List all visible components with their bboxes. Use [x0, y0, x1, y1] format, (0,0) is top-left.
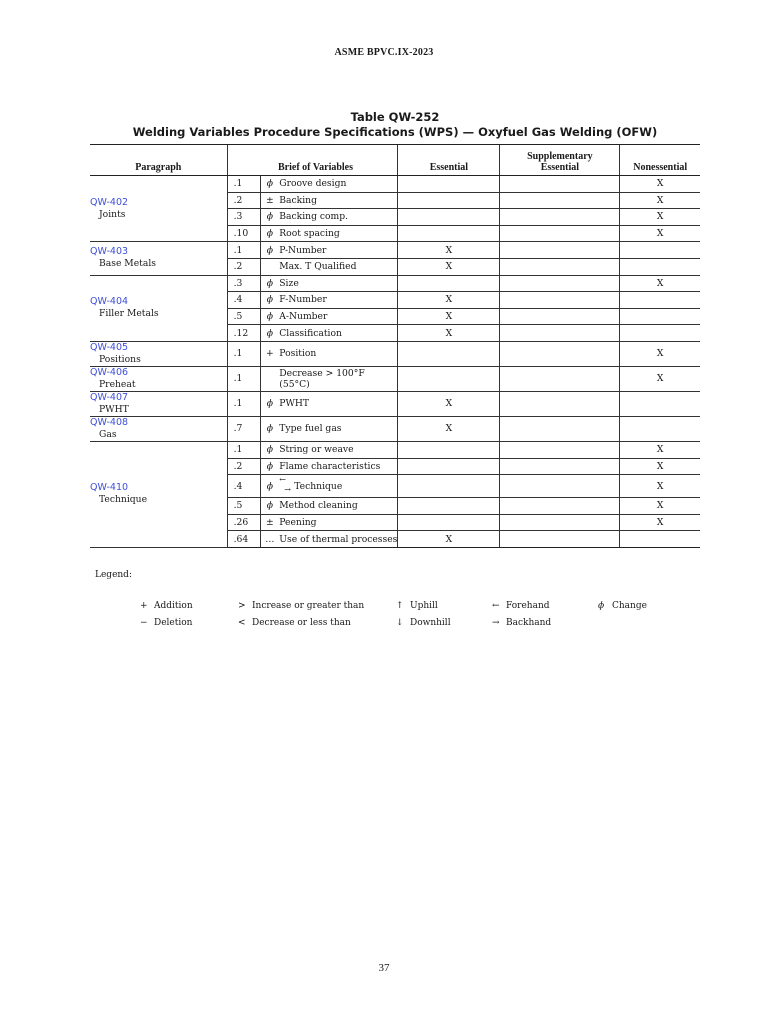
- variable-brief: Flame characteristics: [278, 458, 398, 475]
- supplementary-mark: [500, 341, 620, 366]
- supplementary-mark: [500, 292, 620, 309]
- legend-symbol: ↓: [396, 618, 404, 628]
- essential-mark: [398, 275, 500, 292]
- supplementary-mark: [500, 441, 620, 458]
- supplementary-mark: [500, 325, 620, 342]
- col-header-nonessential: Nonessential: [620, 145, 700, 176]
- variable-brief: Classification: [278, 325, 398, 342]
- backhand-arrow-icon: →: [284, 485, 291, 495]
- essential-mark: [398, 514, 500, 531]
- variable-number: .1: [227, 391, 261, 416]
- variable-number: .64: [227, 531, 261, 548]
- variable-brief-text: Technique: [294, 480, 343, 492]
- nonessential-mark: [620, 242, 700, 259]
- essential-mark: [398, 192, 500, 209]
- variable-brief: String or weave: [278, 441, 398, 458]
- col-header-essential: Essential: [398, 145, 500, 176]
- variable-brief: A-Number: [278, 308, 398, 325]
- variable-number: .2: [227, 192, 261, 209]
- table-row: [90, 176, 700, 193]
- variable-symbol: [261, 366, 278, 391]
- essential-mark: [398, 441, 500, 458]
- table-row: [90, 366, 700, 391]
- legend-text: Uphill: [410, 601, 438, 611]
- variable-symbol: …: [261, 531, 278, 548]
- paragraph-cell: [90, 441, 227, 547]
- variable-brief: PWHT: [278, 391, 398, 416]
- col-header-supplementary-line2: Essential: [540, 162, 580, 173]
- essential-mark: X: [398, 308, 500, 325]
- nonessential-mark: X: [620, 475, 700, 498]
- paragraph-cell: [90, 341, 227, 366]
- variable-number: .5: [227, 308, 261, 325]
- table-number: Table QW-252: [350, 110, 440, 124]
- variable-symbol: ϕ: [261, 308, 278, 325]
- essential-mark: [398, 176, 500, 193]
- supplementary-mark: [500, 275, 620, 292]
- legend-symbol: <: [238, 618, 246, 628]
- paragraph-cell: [90, 366, 227, 391]
- paragraph-name: Technique: [99, 494, 148, 506]
- legend-item: [396, 601, 438, 611]
- variable-brief: Max. T Qualified: [278, 258, 398, 275]
- legend-text: Deletion: [154, 618, 193, 628]
- nonessential-mark: [620, 308, 700, 325]
- legend-item: [140, 601, 193, 611]
- legend-item: [598, 601, 647, 611]
- nonessential-mark: [620, 258, 700, 275]
- paragraph-cell: [90, 416, 227, 441]
- legend-symbol: >: [238, 601, 246, 611]
- essential-mark: X: [398, 242, 500, 259]
- essential-mark: X: [398, 258, 500, 275]
- nonessential-mark: [620, 531, 700, 548]
- variable-symbol: ϕ: [261, 209, 278, 226]
- paragraph-link[interactable]: QW-410: [90, 482, 129, 494]
- wps-variables-table: [90, 144, 700, 548]
- legend-symbol: ←: [492, 601, 500, 611]
- variable-symbol: ϕ: [261, 325, 278, 342]
- variable-symbol: ϕ: [261, 275, 278, 292]
- nonessential-mark: X: [620, 341, 700, 366]
- legend-item: [492, 618, 551, 628]
- nonessential-mark: X: [620, 192, 700, 209]
- paragraph-link[interactable]: QW-402: [90, 196, 129, 208]
- variable-symbol: ϕ: [261, 498, 278, 515]
- supplementary-mark: [500, 225, 620, 242]
- variable-symbol: ϕ: [261, 475, 278, 498]
- legend-symbol: +: [140, 601, 148, 611]
- variable-symbol: ±: [261, 514, 278, 531]
- variable-number: .1: [227, 441, 261, 458]
- forehand-backhand-icon: [279, 475, 291, 495]
- variable-symbol: ϕ: [261, 242, 278, 259]
- variable-number: .3: [227, 275, 261, 292]
- legend-item: [238, 618, 351, 628]
- supplementary-mark: [500, 514, 620, 531]
- nonessential-mark: [620, 391, 700, 416]
- table-caption: Welding Variables Procedure Specifications (WPS) — Oxyfuel Gas Welding (OFW): [132, 125, 658, 139]
- legend-item: [140, 618, 192, 628]
- paragraph-link[interactable]: QW-404: [90, 296, 129, 308]
- table-title: [90, 110, 700, 140]
- variable-number: .2: [227, 258, 261, 275]
- nonessential-mark: X: [620, 209, 700, 226]
- paragraph-name: Gas: [99, 428, 117, 440]
- variable-brief: P-Number: [278, 242, 398, 259]
- legend-text: Forehand: [506, 601, 550, 611]
- nonessential-mark: X: [620, 498, 700, 515]
- page-header: ASME BPVC.IX-2023: [334, 47, 434, 58]
- col-header-supplementary: [500, 145, 620, 176]
- essential-mark: [398, 475, 500, 498]
- legend-text: Downhill: [410, 618, 451, 628]
- table-header-row: [90, 145, 700, 176]
- variable-brief: F-Number: [278, 292, 398, 309]
- col-header-brief: Brief of Variables: [227, 145, 398, 176]
- paragraph-cell: [90, 176, 227, 242]
- variable-symbol: ϕ: [261, 391, 278, 416]
- variable-number: .5: [227, 498, 261, 515]
- supplementary-mark: [500, 391, 620, 416]
- supplementary-mark: [500, 209, 620, 226]
- nonessential-mark: X: [620, 275, 700, 292]
- variable-symbol: ϕ: [261, 225, 278, 242]
- supplementary-mark: [500, 258, 620, 275]
- forehand-arrow-icon: ←: [279, 475, 286, 485]
- table-row: [90, 275, 700, 292]
- variable-symbol: [261, 258, 278, 275]
- col-header-supplementary-line1: Supplementary: [527, 151, 593, 162]
- table-row: [90, 341, 700, 366]
- nonessential-mark: X: [620, 176, 700, 193]
- supplementary-mark: [500, 176, 620, 193]
- variable-number: .26: [227, 514, 261, 531]
- legend-symbol: →: [492, 618, 500, 628]
- variable-number: .1: [227, 341, 261, 366]
- paragraph-link[interactable]: QW-403: [90, 246, 129, 258]
- nonessential-mark: [620, 292, 700, 309]
- paragraph-name: Joints: [99, 208, 126, 220]
- paragraph-link[interactable]: QW-407: [90, 391, 129, 403]
- legend-label: Legend:: [95, 570, 132, 580]
- table-body: [90, 176, 700, 548]
- legend-symbol: ϕ: [598, 601, 605, 611]
- variable-symbol: ϕ: [261, 176, 278, 193]
- col-header-paragraph: Paragraph: [90, 145, 227, 176]
- variable-symbol: ϕ: [261, 441, 278, 458]
- essential-mark: [398, 498, 500, 515]
- variable-brief: Position: [278, 341, 398, 366]
- variable-symbol: ϕ: [261, 416, 278, 441]
- variable-number: .4: [227, 475, 261, 498]
- paragraph-cell: [90, 391, 227, 416]
- paragraph-link[interactable]: QW-408: [90, 416, 129, 428]
- essential-mark: X: [398, 325, 500, 342]
- variable-number: .1: [227, 176, 261, 193]
- variable-brief: Size: [278, 275, 398, 292]
- legend-text: Increase or greater than: [252, 601, 365, 611]
- supplementary-mark: [500, 458, 620, 475]
- variable-brief: Groove design: [278, 176, 398, 193]
- essential-mark: [398, 366, 500, 391]
- essential-mark: [398, 458, 500, 475]
- nonessential-mark: [620, 416, 700, 441]
- paragraph-name: Positions: [99, 353, 141, 365]
- essential-mark: X: [398, 416, 500, 441]
- supplementary-mark: [500, 531, 620, 548]
- essential-mark: X: [398, 292, 500, 309]
- paragraph-link[interactable]: QW-406: [90, 366, 129, 378]
- nonessential-mark: X: [620, 366, 700, 391]
- variable-brief: [278, 475, 398, 498]
- legend-text: Backhand: [506, 618, 552, 628]
- variable-brief: Backing comp.: [278, 209, 398, 226]
- variable-number: .7: [227, 416, 261, 441]
- page-number: 37: [378, 962, 390, 974]
- supplementary-mark: [500, 416, 620, 441]
- table-row: [90, 441, 700, 458]
- paragraph-name: Filler Metals: [99, 308, 159, 320]
- supplementary-mark: [500, 475, 620, 498]
- paragraph-cell: [90, 275, 227, 341]
- table-row: [90, 416, 700, 441]
- variable-number: .10: [227, 225, 261, 242]
- variable-brief: Root spacing: [278, 225, 398, 242]
- variable-symbol: +: [261, 341, 278, 366]
- nonessential-mark: X: [620, 225, 700, 242]
- paragraph-name: Base Metals: [99, 258, 156, 270]
- legend-item: [396, 618, 451, 628]
- supplementary-mark: [500, 308, 620, 325]
- variable-brief: Backing: [278, 192, 398, 209]
- legend-text: Decrease or less than: [252, 618, 351, 628]
- nonessential-mark: X: [620, 458, 700, 475]
- variable-brief: Peening: [278, 514, 398, 531]
- essential-mark: X: [398, 391, 500, 416]
- paragraph-cell: [90, 242, 227, 275]
- variable-number: .1: [227, 366, 261, 391]
- variable-number: .3: [227, 209, 261, 226]
- variable-brief: Type fuel gas: [278, 416, 398, 441]
- legend-item: [492, 601, 550, 611]
- nonessential-mark: X: [620, 514, 700, 531]
- table-row: [90, 391, 700, 416]
- nonessential-mark: X: [620, 441, 700, 458]
- variable-brief: Use of thermal processes: [278, 531, 398, 548]
- variable-number: .1: [227, 242, 261, 259]
- variable-symbol: ϕ: [261, 292, 278, 309]
- variable-brief: Method cleaning: [278, 498, 398, 515]
- supplementary-mark: [500, 366, 620, 391]
- essential-mark: [398, 225, 500, 242]
- paragraph-name: Preheat: [99, 378, 136, 390]
- supplementary-mark: [500, 192, 620, 209]
- variable-symbol: ±: [261, 192, 278, 209]
- supplementary-mark: [500, 242, 620, 259]
- legend-text: Change: [612, 601, 647, 611]
- supplementary-mark: [500, 498, 620, 515]
- nonessential-mark: [620, 325, 700, 342]
- legend-symbol: ↑: [396, 601, 404, 611]
- variable-symbol: ϕ: [261, 458, 278, 475]
- table-row: [90, 242, 700, 259]
- essential-mark: [398, 209, 500, 226]
- essential-mark: X: [398, 531, 500, 548]
- legend-symbol: −: [140, 618, 148, 628]
- paragraph-link[interactable]: QW-405: [90, 341, 129, 353]
- variable-number: .12: [227, 325, 261, 342]
- variable-number: .2: [227, 458, 261, 475]
- essential-mark: [398, 341, 500, 366]
- legend-text: Addition: [154, 601, 193, 611]
- variable-brief: Decrease > 100°F (55°C): [278, 366, 398, 391]
- legend-item: [238, 601, 364, 611]
- paragraph-name: PWHT: [99, 403, 129, 415]
- variable-number: .4: [227, 292, 261, 309]
